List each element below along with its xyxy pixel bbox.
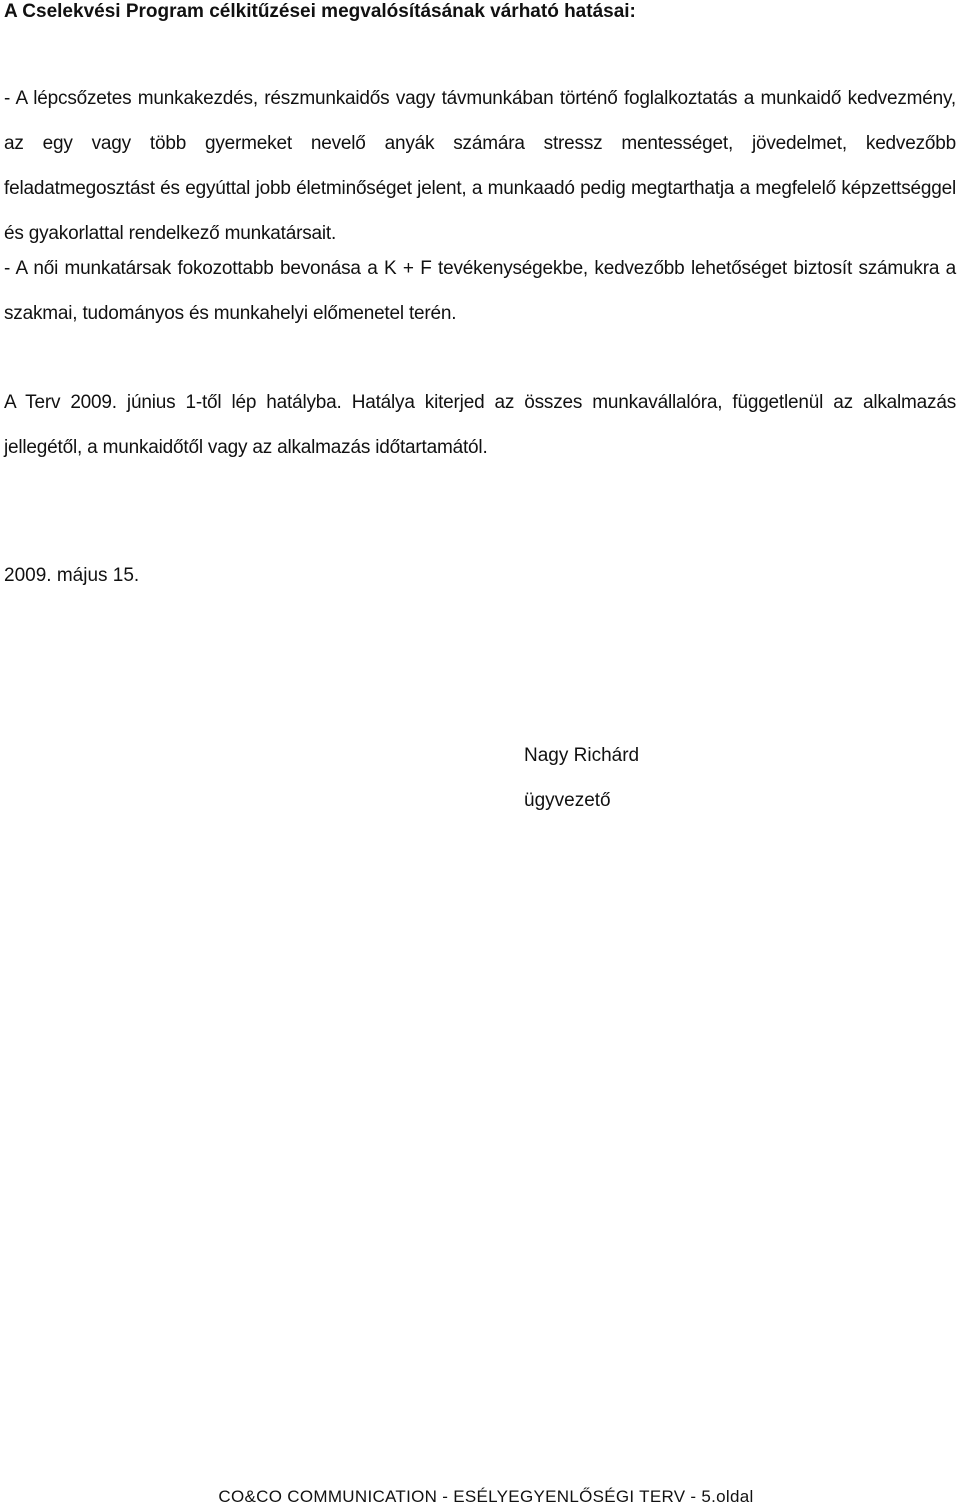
signer-name: Nagy Richárd bbox=[524, 745, 640, 766]
document-date: 2009. május 15. bbox=[4, 565, 140, 586]
page-footer bbox=[0, 1486, 960, 1508]
footer-text: CO&CO COMMUNICATION - ESÉLYEGYENLŐSÉGI TERV - 5.oldal bbox=[218, 1487, 754, 1506]
paragraph-flexible-work: - A lépcsőzetes munkakezdés, részmunkaidős vagy távmunkában történő foglalkoztatás a munkaidő kedvezmény, az egy vagy több gyermeket nevelő anyák számára stressz mentességet, jövedelmet, kedvezőbb feladatmegosztást és egyúttal jobb életminőséget jelent, a munkaadó pedig megtarthatja a megfelelő képzettséggel és gyakorlattal rendelkező munkatársait. bbox=[4, 88, 956, 244]
signature-block bbox=[524, 733, 639, 823]
signer-title: ügyvezető bbox=[524, 790, 611, 811]
paragraph-effective-date: A Terv 2009. június 1-től lép hatályba. Hatálya kiterjed az összes munkavállalóra, függetlenül az alkalmazás jellegétől, a munkaidőtől vagy az alkalmazás időtartamától. bbox=[4, 392, 956, 458]
section-heading: A Cselekvési Program célkitűzései megvalósításának várható hatásai: bbox=[4, 1, 636, 22]
paragraph-research-involvement: - A női munkatársak fokozottabb bevonása a K + F tevékenységekbe, kedvezőbb lehetőséget biztosít számukra a szakmai, tudományos és munkahelyi előmenetel terén. bbox=[4, 258, 956, 324]
